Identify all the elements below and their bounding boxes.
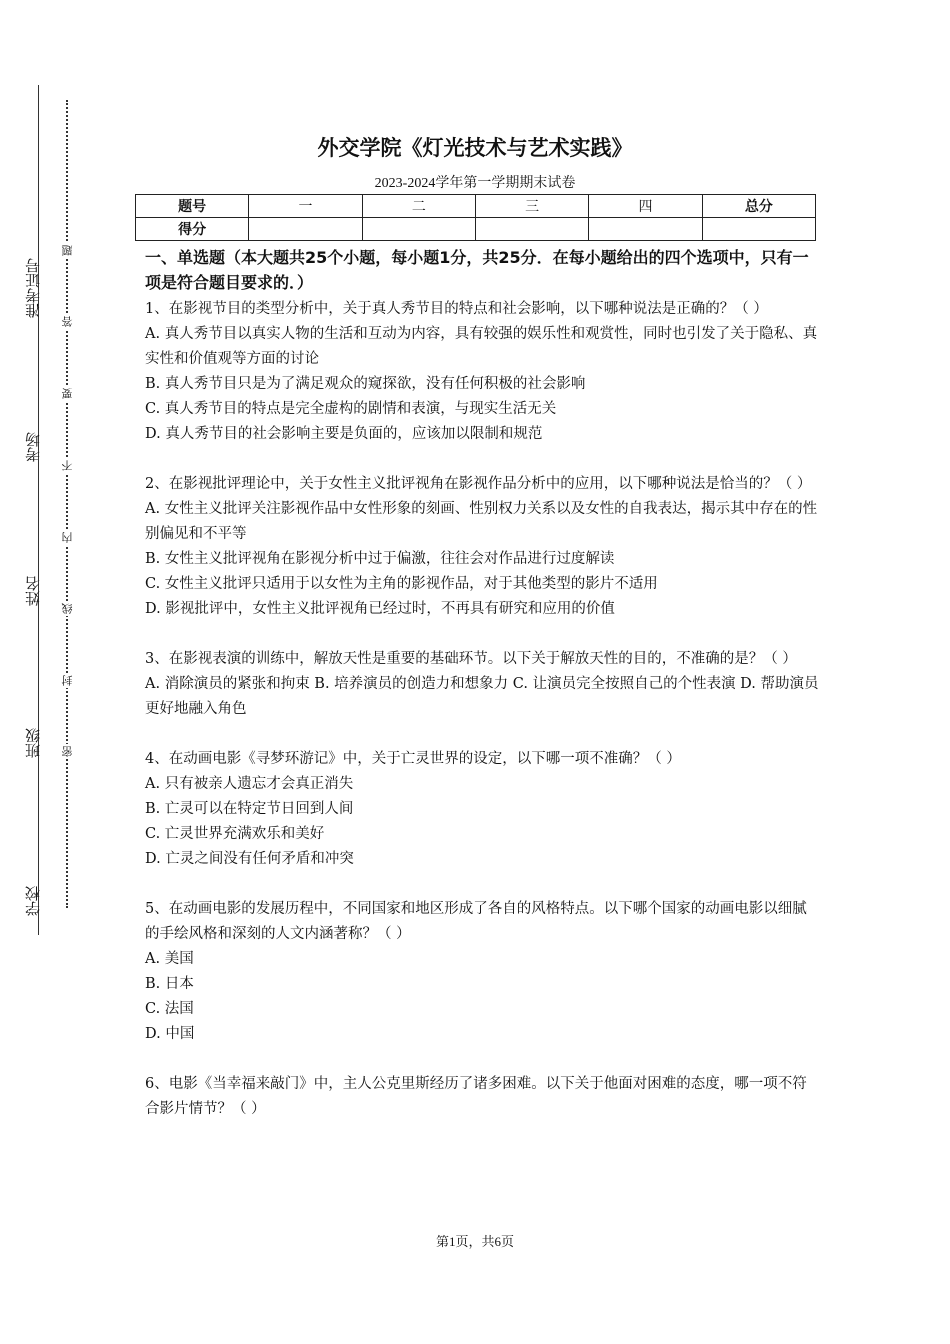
question-option: C. 女性主义批评只适用于以女性为主角的影视作品，对于其他类型的影片不适用 <box>145 576 658 592</box>
seal-char: 内 <box>61 532 74 543</box>
section-title: 一、单选题（本大题共25个小题，每小题1分，共25分．在每小题给出的四个选项中，只有一项是符合题目要求的．） <box>145 248 809 292</box>
seal-char: 不 <box>61 460 74 471</box>
question-stem: 2、在影视批评理论中，关于女性主义批评视角在影视作品分析中的应用，以下哪种说法是恰当的？（ ） <box>145 476 812 492</box>
question <box>145 747 821 872</box>
score-table <box>135 194 816 241</box>
question-stem: 1、在影视节目的类型分析中，关于真人秀节目的特点和社会影响，以下哪种说法是正确的？（ ） <box>145 301 768 317</box>
score-field <box>362 218 475 241</box>
seal-char: 要 <box>61 388 74 399</box>
question <box>145 1072 821 1122</box>
question-stem: 4、在动画电影《寻梦环游记》中，关于亡灵世界的设定，以下哪一项不准确？（ ） <box>145 751 681 767</box>
binding-line <box>38 85 39 935</box>
question-option: A. 美国 <box>145 951 194 967</box>
seal-char: 线 <box>61 603 74 614</box>
seal-char: 密 <box>61 746 74 757</box>
question-option: B. 日本 <box>145 976 194 992</box>
question-option: C. 真人秀节目的特点是完全虚构的剧情和表演，与现实生活无关 <box>145 401 557 417</box>
exam-subtitle: 2023-2024学年第一学期期末试卷 <box>374 176 576 191</box>
score-field <box>589 218 702 241</box>
question-option: D. 影视批评中，女性主义批评视角已经过时，不再具有研究和应用的价值 <box>145 601 615 617</box>
question <box>145 472 821 622</box>
question <box>145 647 821 722</box>
score-table-cell: 四 <box>589 195 702 218</box>
binding-label-school: 学校 <box>24 886 42 916</box>
binding-label-name: 姓名 <box>24 576 42 606</box>
question-option: C. 法国 <box>145 1001 194 1017</box>
score-table-score-row <box>136 218 816 241</box>
score-table-cell: 得分 <box>136 218 249 241</box>
question-stem: 3、在影视表演的训练中，解放天性是重要的基础环节。以下关于解放天性的目的，不准确的是？（ ） <box>145 651 797 667</box>
score-table-cell: 三 <box>475 195 588 218</box>
question <box>145 297 821 447</box>
seal-char: 题 <box>61 245 74 256</box>
seal-char: 答 <box>61 316 74 327</box>
score-table-cell: 二 <box>362 195 475 218</box>
exam-content <box>145 245 821 1147</box>
seal-dotted-line <box>66 100 68 908</box>
score-table-header-row <box>136 195 816 218</box>
score-table-cell: 题号 <box>136 195 249 218</box>
score-field <box>475 218 588 241</box>
question-option: A. 真人秀节目以真实人物的生活和互动为内容，具有较强的娱乐性和观赏性，同时也引发了关于隐私、真实性和价值观等方面的讨论 <box>145 326 818 367</box>
question-option: B. 女性主义批评视角在影视分析中过于偏激，往往会对作品进行过度解读 <box>145 551 615 567</box>
question-option: A. 女性主义批评关注影视作品中女性形象的刻画、性别权力关系以及女性的自我表达，揭示其中存在的性别偏见和不平等 <box>145 501 818 542</box>
question-option: D. 中国 <box>145 1026 195 1042</box>
question-option: B. 真人秀节目只是为了满足观众的窥探欲，没有任何积极的社会影响 <box>145 376 586 392</box>
question-option: B. 亡灵可以在特定节日回到人间 <box>145 801 354 817</box>
binding-label-exam-room: 考场 <box>24 432 42 462</box>
question-option: D. 亡灵之间没有任何矛盾和冲突 <box>145 851 354 867</box>
score-table-cell: 总分 <box>702 195 815 218</box>
question-option: A. 只有被亲人遗忘才会真正消失 <box>145 776 354 792</box>
seal-char: 封 <box>61 675 74 686</box>
page-footer: 第1页，共6页 <box>435 1234 514 1249</box>
exam-title: 外交学院《灯光技术与艺术实践》 <box>317 136 633 160</box>
question <box>145 897 821 1047</box>
question-stem: 5、在动画电影的发展历程中，不同国家和地区形成了各自的风格特点。以下哪个国家的动画电影以细腻的手绘风格和深刻的人文内涵著称？（ ） <box>145 901 807 942</box>
question-option: C. 亡灵世界充满欢乐和美好 <box>145 826 325 842</box>
question-option: A. 消除演员的紧张和拘束 B. 培养演员的创造力和想象力 C. 让演员完全按照自己的个性表演 D. 帮助演员更好地融入角色 <box>145 676 819 717</box>
score-field <box>249 218 362 241</box>
binding-label-exam-number: 准考证号 <box>24 258 42 318</box>
question-stem: 6、电影《当幸福来敲门》中，主人公克里斯经历了诸多困难。以下关于他面对困难的态度，哪一项不符合影片情节？（ ） <box>145 1076 807 1117</box>
score-field <box>702 218 815 241</box>
question-option: D. 真人秀节目的社会影响主要是负面的，应该加以限制和规范 <box>145 426 543 442</box>
score-table-cell: 一 <box>249 195 362 218</box>
binding-label-class: 班级 <box>24 728 42 758</box>
